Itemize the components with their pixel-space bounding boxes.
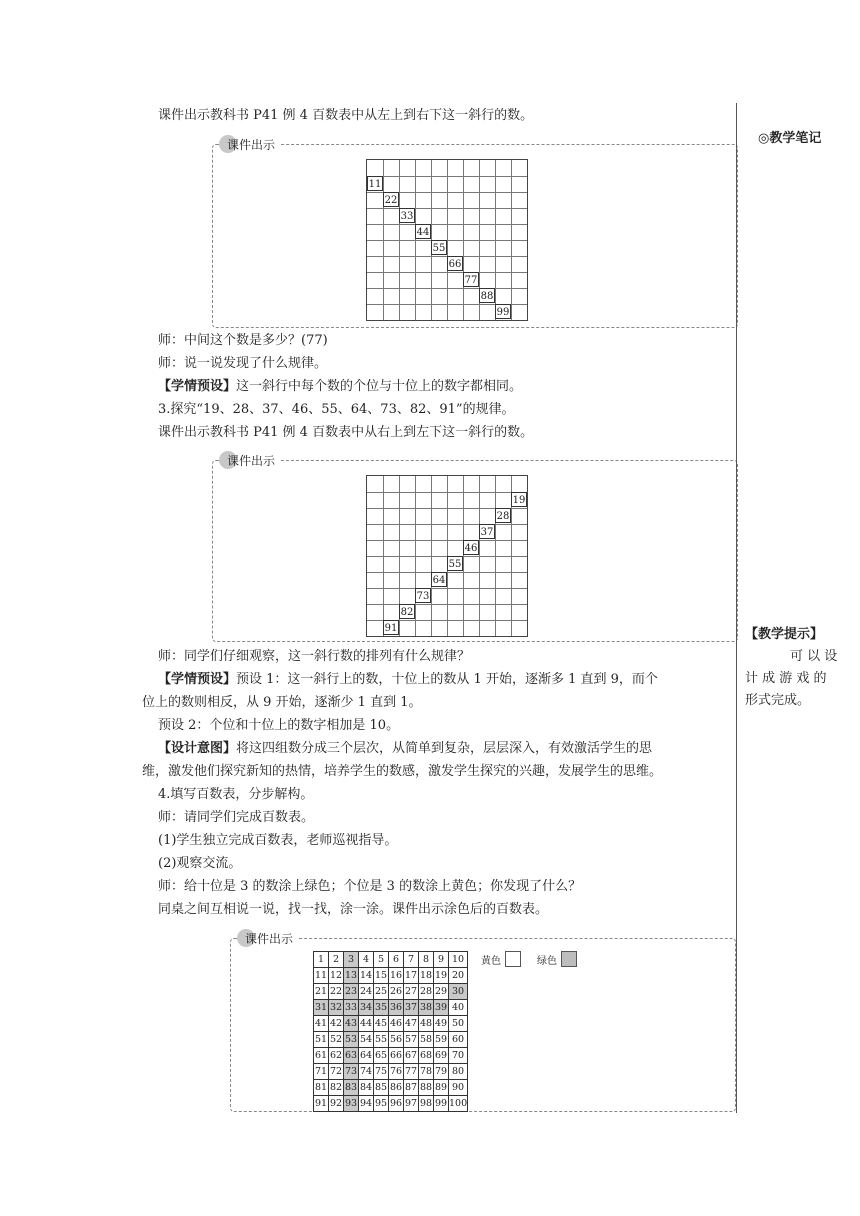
hundred-cell: 19 [434, 968, 449, 984]
text-line: (1)学生独立完成百数表，老师巡视指导。 [158, 833, 398, 848]
hundred-cell: 68 [419, 1048, 434, 1064]
hundred-cell: 43 [344, 1016, 359, 1032]
hundred-cell: 6 [389, 952, 404, 968]
hundred-row [314, 952, 468, 968]
text-line: 师：说一说发现了什么规律。 [158, 356, 328, 371]
hundred-cell: 30 [449, 984, 468, 1000]
grid-number: 64 [431, 572, 447, 587]
hundred-cell: 99 [434, 1096, 449, 1112]
text-line: 预设 2：个位和十位上的数字相加是 10。 [158, 718, 400, 733]
hundred-cell: 73 [344, 1064, 359, 1080]
grid-line [367, 272, 527, 273]
hundred-cell: 95 [374, 1096, 389, 1112]
hundred-cell: 1 [314, 952, 329, 968]
hundred-cell: 16 [389, 968, 404, 984]
hundred-cell: 88 [419, 1080, 434, 1096]
hundred-cell: 13 [344, 968, 359, 984]
hundred-cell: 63 [344, 1048, 359, 1064]
hundred-cell: 78 [419, 1064, 434, 1080]
hundred-cell: 48 [419, 1016, 434, 1032]
hundred-cell: 37 [404, 1000, 419, 1016]
hundred-cell: 67 [404, 1048, 419, 1064]
grid-number: 73 [415, 588, 431, 603]
hundred-row [314, 968, 468, 984]
hundred-cell: 96 [389, 1096, 404, 1112]
hundred-cell: 27 [404, 984, 419, 1000]
text-line: 3.探究“19、28、37、46、55、64、73、82、91”的规律。 [158, 402, 515, 417]
hundred-cell: 62 [329, 1048, 344, 1064]
grid-line [495, 160, 496, 320]
hundred-cell: 32 [329, 1000, 344, 1016]
hundred-row [314, 1048, 468, 1064]
text-line: 维，激发他们探究新知的热情，培养学生的数感，激发学生探究的兴趣，发展学生的思维。 [142, 764, 663, 779]
hundred-cell: 94 [359, 1096, 374, 1112]
hundred-cell: 83 [344, 1080, 359, 1096]
courseware-box-3 [230, 931, 736, 1112]
hundred-cell: 28 [419, 984, 434, 1000]
hundred-cell: 90 [449, 1080, 468, 1096]
grid-line [367, 588, 527, 589]
hundred-cell: 85 [374, 1080, 389, 1096]
hundred-row [314, 1080, 468, 1096]
grid-line [367, 572, 527, 573]
courseware-box-2 [212, 453, 738, 642]
grid-number: 46 [463, 540, 479, 555]
hundred-row [314, 1032, 468, 1048]
tip-text: 可 以 设 [790, 649, 838, 664]
hundred-cell: 39 [434, 1000, 449, 1016]
hundred-cell: 74 [359, 1064, 374, 1080]
hundred-cell: 76 [389, 1064, 404, 1080]
text-line: 师：请同学们完成百数表。 [158, 810, 315, 825]
hundred-cell: 40 [449, 1000, 468, 1016]
notes-title: ◎教学笔记 [758, 131, 822, 146]
hundred-cell: 91 [314, 1096, 329, 1112]
hundred-cell: 33 [344, 1000, 359, 1016]
hundred-cell: 47 [404, 1016, 419, 1032]
grid-number: 55 [431, 240, 447, 255]
hundred-cell: 92 [329, 1096, 344, 1112]
hundred-cell: 34 [359, 1000, 374, 1016]
hundred-cell: 9 [434, 952, 449, 968]
grid-number: 99 [495, 304, 511, 319]
grid-line [463, 160, 464, 320]
hundred-cell: 60 [449, 1032, 468, 1048]
hundred-cell: 18 [419, 968, 434, 984]
grid-number: 91 [383, 620, 399, 635]
hundred-cell: 22 [329, 984, 344, 1000]
hundred-cell: 29 [434, 984, 449, 1000]
hundred-cell: 82 [329, 1080, 344, 1096]
hundred-cell: 10 [449, 952, 468, 968]
grid-line [367, 288, 527, 289]
hundred-cell: 59 [434, 1032, 449, 1048]
green-swatch [561, 951, 577, 967]
number-grid-diagonal-1 [366, 159, 528, 321]
hundred-cell: 65 [374, 1048, 389, 1064]
hundred-cell: 89 [434, 1080, 449, 1096]
hundred-cell: 4 [359, 952, 374, 968]
hundred-cell: 50 [449, 1016, 468, 1032]
tip-title: 【教学提示】 [745, 627, 824, 642]
hundred-cell: 86 [389, 1080, 404, 1096]
legend-green: 绿色 [537, 951, 577, 967]
hundred-cell: 97 [404, 1096, 419, 1112]
text-line: 【学情预设】预设 1：这一斜行上的数，十位上的数从 1 开始，逐渐多 1 直到 9，而个 [158, 672, 658, 687]
hundred-cell: 3 [344, 952, 359, 968]
hundred-row [314, 1096, 468, 1112]
hundred-cell: 2 [329, 952, 344, 968]
yellow-swatch [505, 951, 521, 967]
hundred-cell: 46 [389, 1016, 404, 1032]
hundred-cell: 5 [374, 952, 389, 968]
hundred-cell: 7 [404, 952, 419, 968]
courseware-tag: 课件出示 [219, 451, 279, 469]
hundred-cell: 51 [314, 1032, 329, 1048]
hundred-cell: 84 [359, 1080, 374, 1096]
grid-number: 88 [479, 288, 495, 303]
hundred-row [314, 1016, 468, 1032]
hundred-cell: 26 [389, 984, 404, 1000]
number-grid-diagonal-2 [366, 475, 528, 637]
grid-number: 37 [479, 524, 495, 539]
hundred-cell: 44 [359, 1016, 374, 1032]
hundred-cell: 79 [434, 1064, 449, 1080]
hundred-cell: 64 [359, 1048, 374, 1064]
text-line: 【学情预设】这一斜行中每个数的个位与十位上的数字都相同。 [158, 379, 523, 394]
courseware-box-1 [212, 137, 738, 328]
grid-number: 22 [383, 192, 399, 207]
grid-line [495, 476, 496, 636]
hundred-cell: 8 [419, 952, 434, 968]
hundred-row [314, 1064, 468, 1080]
grid-line [463, 476, 464, 636]
grid-number: 82 [399, 604, 415, 619]
hundred-cell: 61 [314, 1048, 329, 1064]
courseware-tag: 课件出示 [219, 135, 279, 153]
hundred-cell: 38 [419, 1000, 434, 1016]
hundred-cell: 35 [374, 1000, 389, 1016]
hundred-cell: 11 [314, 968, 329, 984]
grid-number: 11 [367, 176, 383, 191]
grid-line [367, 604, 527, 605]
hundred-cell: 12 [329, 968, 344, 984]
hundred-cell: 36 [389, 1000, 404, 1016]
legend-yellow: 黄色 [481, 951, 521, 967]
hundred-cell: 17 [404, 968, 419, 984]
grid-number: 28 [495, 508, 511, 523]
hundred-cell: 98 [419, 1096, 434, 1112]
hundred-cell: 71 [314, 1064, 329, 1080]
hundred-cell: 70 [449, 1048, 468, 1064]
text-line: 课件出示教科书 P41 例 4 百数表中从左上到右下这一斜行的数。 [158, 108, 534, 123]
tip-text: 计 成 游 戏 的 [745, 671, 827, 686]
grid-number: 77 [463, 272, 479, 287]
courseware-tag: 课件出示 [237, 929, 297, 947]
hundred-cell: 66 [389, 1048, 404, 1064]
hundred-cell: 31 [314, 1000, 329, 1016]
hundred-cell: 20 [449, 968, 468, 984]
hundred-row [314, 984, 468, 1000]
hundred-row [314, 1000, 468, 1016]
grid-line [479, 476, 480, 636]
text-line: 同桌之间互相说一说，找一找，涂一涂。课件出示涂色后的百数表。 [158, 902, 549, 917]
text-line: 师：给十位是 3 的数涂上绿色；个位是 3 的数涂上黄色；你发现了什么？ [158, 879, 582, 894]
hundred-cell: 81 [314, 1080, 329, 1096]
hundred-cell: 24 [359, 984, 374, 1000]
hundred-cell: 45 [374, 1016, 389, 1032]
hundred-cell: 15 [374, 968, 389, 984]
text-line: 4.填写百数表，分步解构。 [158, 787, 314, 802]
grid-number: 19 [511, 492, 527, 507]
text-line: 【设计意图】将这四组数分成三个层次，从简单到复杂，层层深入，有效激活学生的思 [158, 741, 653, 756]
hundred-cell: 23 [344, 984, 359, 1000]
hundred-cell: 54 [359, 1032, 374, 1048]
grid-number: 66 [447, 256, 463, 271]
hundred-cell: 14 [359, 968, 374, 984]
hundred-cell: 93 [344, 1096, 359, 1112]
hundred-cell: 77 [404, 1064, 419, 1080]
hundred-cell: 72 [329, 1064, 344, 1080]
text-line: 位上的数则相反，从 9 开始，逐渐少 1 直到 1。 [142, 695, 422, 710]
hundred-cell: 75 [374, 1064, 389, 1080]
text-line: (2)观察交流。 [158, 856, 242, 871]
grid-number: 44 [415, 224, 431, 239]
hundred-cell: 57 [404, 1032, 419, 1048]
margin-divider [736, 103, 737, 1113]
hundred-cell: 80 [449, 1064, 468, 1080]
hundred-cell: 53 [344, 1032, 359, 1048]
grid-line [367, 240, 527, 241]
hundred-cell: 58 [419, 1032, 434, 1048]
grid-line [511, 160, 512, 320]
hundred-cell: 69 [434, 1048, 449, 1064]
hundred-cell: 25 [374, 984, 389, 1000]
grid-number: 33 [399, 208, 415, 223]
hundred-cell: 56 [389, 1032, 404, 1048]
hundred-cell: 41 [314, 1016, 329, 1032]
hundred-cell: 42 [329, 1016, 344, 1032]
hundred-cell: 55 [374, 1032, 389, 1048]
label-presupposition: 【学情预设】 [158, 379, 237, 394]
hundred-cell: 87 [404, 1080, 419, 1096]
hundred-cell: 21 [314, 984, 329, 1000]
text-line: 师：同学们仔细观察，这一斜行数的排列有什么规律？ [158, 649, 471, 664]
hundred-cell: 100 [449, 1096, 468, 1112]
hundred-cell: 52 [329, 1032, 344, 1048]
hundred-cell: 49 [434, 1016, 449, 1032]
text-line: 课件出示教科书 P41 例 4 百数表中从右上到左下这一斜行的数。 [158, 425, 534, 440]
tip-text: 形式完成。 [745, 693, 811, 708]
hundred-chart [313, 951, 468, 1112]
text-line: 师：中间这个数是多少？(77) [158, 333, 328, 348]
grid-number: 55 [447, 556, 463, 571]
